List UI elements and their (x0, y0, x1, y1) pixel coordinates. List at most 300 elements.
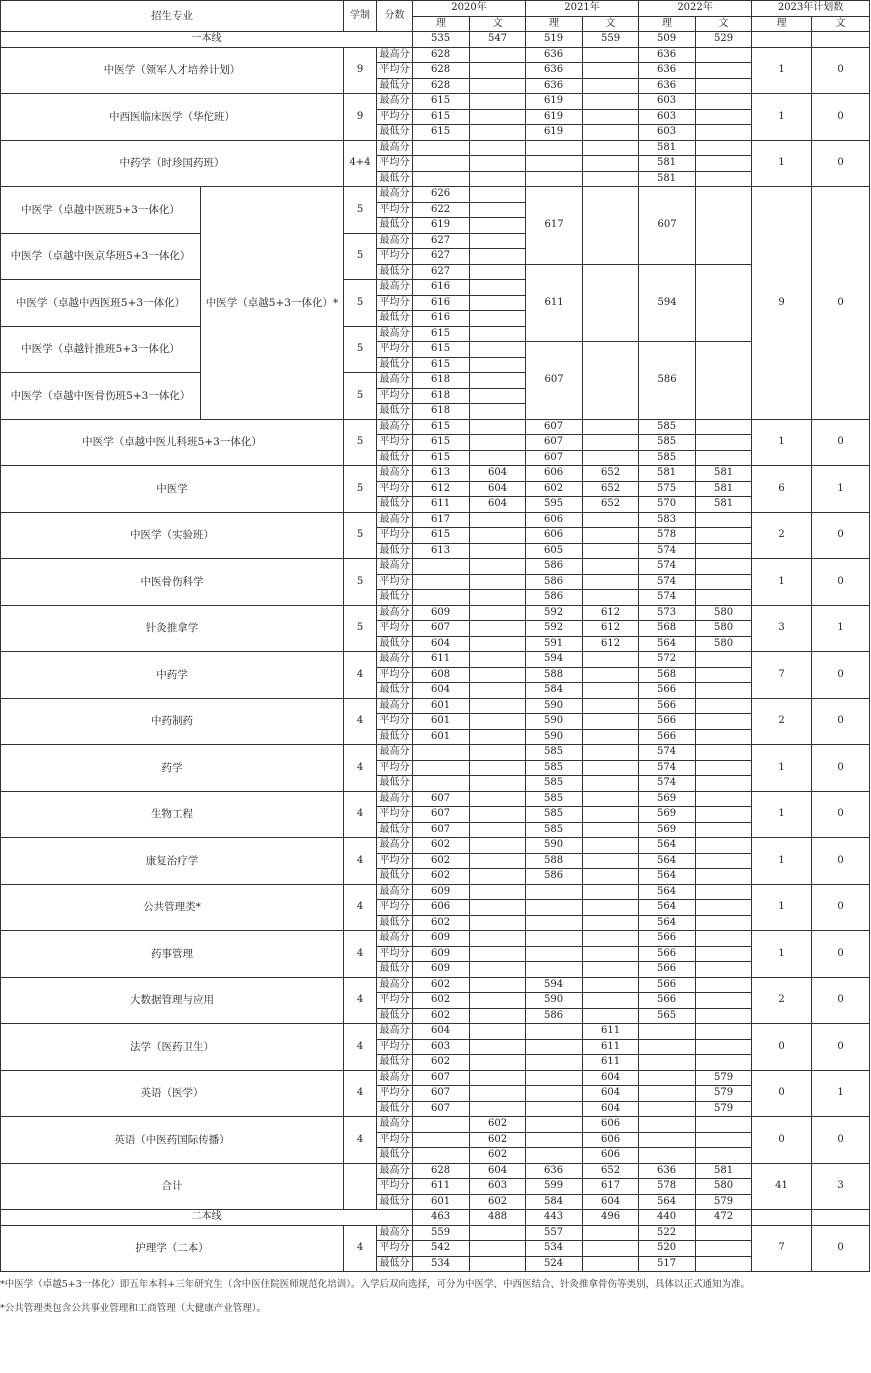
score-sci: 534 (526, 1241, 583, 1257)
major-years: 5 (344, 419, 377, 466)
score-sci: 590 (526, 993, 583, 1009)
score-arts (470, 94, 526, 110)
score-arts (470, 512, 526, 528)
stat-label: 平均分 (377, 1241, 413, 1257)
stat-label: 最低分 (377, 357, 413, 373)
score-arts (470, 218, 526, 234)
score-arts: 580 (696, 636, 752, 652)
score-arts (696, 683, 752, 699)
score-sci: 590 (526, 838, 583, 854)
stat-label: 最低分 (377, 729, 413, 745)
plan-arts: 0 (812, 791, 870, 838)
score-sci: 574 (639, 574, 696, 590)
score-sci: 616 (413, 311, 470, 327)
stat-label: 最高分 (377, 884, 413, 900)
major-years: 5 (344, 466, 377, 513)
score-arts (470, 745, 526, 761)
score-sci: 570 (639, 497, 696, 513)
major-years: 4 (344, 1117, 377, 1164)
score-sci: 568 (639, 667, 696, 683)
cutoff-value: 443 (526, 1210, 583, 1226)
table-row (1, 931, 870, 947)
merged-2021-sci: 617 (526, 187, 583, 265)
plan-arts: 0 (812, 931, 870, 978)
sub-major-years: 5 (344, 187, 377, 234)
score-sci: 574 (639, 776, 696, 792)
stat-label: 最低分 (377, 822, 413, 838)
cutoff-value: 559 (583, 32, 639, 48)
stat-label: 最高分 (377, 605, 413, 621)
plan-arts: 0 (812, 838, 870, 885)
score-sci: 585 (639, 450, 696, 466)
plan-arts: 0 (812, 187, 870, 420)
score-arts (696, 698, 752, 714)
plan-sci: 1 (752, 559, 812, 606)
score-sci: 574 (639, 590, 696, 606)
score-sci: 573 (639, 605, 696, 621)
plan-empty (812, 32, 870, 48)
stat-label: 最低分 (377, 78, 413, 94)
score-arts: 580 (696, 605, 752, 621)
score-sci (526, 915, 583, 931)
plan-arts: 0 (812, 1225, 870, 1272)
score-arts (583, 1008, 639, 1024)
score-sci (526, 1055, 583, 1071)
score-sci: 585 (526, 745, 583, 761)
stat-label: 最高分 (377, 698, 413, 714)
score-arts (470, 78, 526, 94)
score-sci: 522 (639, 1225, 696, 1241)
cutoff-value: 488 (470, 1210, 526, 1226)
major-name: 中医学 (1, 466, 344, 513)
score-sci (413, 1117, 470, 1133)
score-sci: 607 (413, 621, 470, 637)
table-row (1, 187, 870, 203)
score-sci: 574 (639, 559, 696, 575)
stat-label: 平均分 (377, 63, 413, 79)
stat-label: 平均分 (377, 528, 413, 544)
score-sci: 604 (413, 1024, 470, 1040)
stat-label: 最低分 (377, 1055, 413, 1071)
major-years: 4 (344, 838, 377, 885)
merged-2021-arts (583, 264, 639, 342)
score-arts: 606 (583, 1132, 639, 1148)
score-sci: 636 (639, 1163, 696, 1179)
score-arts (583, 450, 639, 466)
score-sci: 584 (526, 683, 583, 699)
table-row (1, 1024, 870, 1040)
stat-label: 最高分 (377, 1117, 413, 1133)
header-score: 分数 (377, 1, 413, 32)
stat-label: 平均分 (377, 853, 413, 869)
cutoff-value: 529 (696, 32, 752, 48)
score-arts (696, 125, 752, 141)
score-arts (470, 528, 526, 544)
score-arts (583, 946, 639, 962)
header-sci: 理 (639, 16, 696, 32)
score-arts: 604 (583, 1086, 639, 1102)
score-sci: 542 (413, 1241, 470, 1257)
score-arts (470, 574, 526, 590)
score-arts (470, 342, 526, 358)
major-name: 中药制药 (1, 698, 344, 745)
stat-label: 最低分 (377, 636, 413, 652)
score-arts (583, 156, 639, 172)
score-arts (583, 559, 639, 575)
sub-major-years: 5 (344, 373, 377, 420)
score-sci: 566 (639, 962, 696, 978)
cutoff-value: 535 (413, 32, 470, 48)
footnote-public-admin: *公共管理类包含公共事业管理和工商管理（大健康产业管理）。 (0, 1303, 267, 1314)
cutoff-value: 496 (583, 1210, 639, 1226)
score-sci: 615 (413, 125, 470, 141)
score-arts (696, 109, 752, 125)
major-name: 合计 (1, 1163, 344, 1210)
score-sci: 566 (639, 946, 696, 962)
stat-label: 最高分 (377, 652, 413, 668)
score-sci: 574 (639, 543, 696, 559)
score-sci: 608 (413, 667, 470, 683)
score-arts: 602 (470, 1117, 526, 1133)
score-sci: 636 (526, 63, 583, 79)
major-name: 法学（医药卫生） (1, 1024, 344, 1071)
score-arts (696, 884, 752, 900)
score-sci: 586 (526, 559, 583, 575)
score-sci: 602 (413, 1055, 470, 1071)
score-arts: 581 (696, 497, 752, 513)
score-arts (470, 1070, 526, 1086)
score-sci: 592 (526, 605, 583, 621)
score-sci: 586 (526, 574, 583, 590)
score-sci (639, 1117, 696, 1133)
score-sci: 616 (413, 295, 470, 311)
score-sci: 524 (526, 1256, 583, 1272)
score-arts (696, 1225, 752, 1241)
score-arts (470, 404, 526, 420)
header-arts: 文 (470, 16, 526, 32)
plan-arts: 1 (812, 605, 870, 652)
score-sci: 622 (413, 202, 470, 218)
score-arts: 604 (583, 1101, 639, 1117)
score-arts (470, 202, 526, 218)
score-arts (583, 853, 639, 869)
score-sci (639, 1055, 696, 1071)
score-arts (696, 714, 752, 730)
score-arts (696, 543, 752, 559)
plan-empty (752, 32, 812, 48)
score-arts (470, 125, 526, 141)
major-name: 中药学 (1, 652, 344, 699)
score-arts (583, 94, 639, 110)
major-years: 4 (344, 977, 377, 1024)
score-sci: 585 (526, 776, 583, 792)
plan-arts: 0 (812, 47, 870, 94)
score-sci: 564 (639, 838, 696, 854)
score-sci: 520 (639, 1241, 696, 1257)
score-arts (470, 388, 526, 404)
score-sci: 619 (526, 94, 583, 110)
major-name: 公共管理类* (1, 884, 344, 931)
plan-sci: 2 (752, 698, 812, 745)
score-arts (583, 900, 639, 916)
score-arts: 612 (583, 621, 639, 637)
score-sci: 585 (639, 419, 696, 435)
stat-label: 平均分 (377, 249, 413, 265)
group-major-name: 中医学（卓越5+3一体化）* (201, 187, 344, 420)
score-arts (696, 1039, 752, 1055)
stat-label: 最低分 (377, 590, 413, 606)
score-sci: 603 (639, 94, 696, 110)
stat-label: 最低分 (377, 218, 413, 234)
merged-2022-arts (696, 342, 752, 420)
score-arts (470, 187, 526, 203)
major-name: 大数据管理与应用 (1, 977, 344, 1024)
score-sci: 584 (526, 1194, 583, 1210)
score-arts (583, 78, 639, 94)
score-sci: 564 (639, 884, 696, 900)
score-sci: 569 (639, 822, 696, 838)
score-arts (696, 977, 752, 993)
merged-2021-arts (583, 342, 639, 420)
score-sci: 603 (639, 125, 696, 141)
score-arts (470, 838, 526, 854)
plan-arts: 0 (812, 1024, 870, 1071)
score-sci: 612 (413, 481, 470, 497)
score-sci (639, 1132, 696, 1148)
plan-arts: 0 (812, 1117, 870, 1164)
score-sci (413, 574, 470, 590)
score-arts (696, 993, 752, 1009)
score-arts (696, 559, 752, 575)
score-arts (696, 915, 752, 931)
score-arts (583, 171, 639, 187)
stat-label: 最高分 (377, 140, 413, 156)
score-arts (583, 915, 639, 931)
score-sci: 599 (526, 1179, 583, 1195)
score-sci (526, 171, 583, 187)
plan-arts: 0 (812, 94, 870, 141)
score-sci (526, 900, 583, 916)
score-sci: 564 (639, 853, 696, 869)
score-arts (583, 884, 639, 900)
stat-label: 最高分 (377, 280, 413, 296)
score-sci (526, 1070, 583, 1086)
major-years: 5 (344, 512, 377, 559)
score-sci: 568 (639, 621, 696, 637)
score-arts (696, 78, 752, 94)
stat-label: 平均分 (377, 156, 413, 172)
score-sci: 607 (413, 807, 470, 823)
stat-label: 最低分 (377, 1148, 413, 1164)
score-sci (526, 931, 583, 947)
score-arts (583, 931, 639, 947)
score-sci: 626 (413, 187, 470, 203)
cutoff-value: 472 (696, 1210, 752, 1226)
score-sci: 566 (639, 931, 696, 947)
score-arts (583, 698, 639, 714)
score-arts (583, 1225, 639, 1241)
table-row (1, 466, 870, 482)
major-name: 中西医临床医学（华佗班） (1, 94, 344, 141)
stat-label: 最低分 (377, 1256, 413, 1272)
score-sci: 615 (413, 357, 470, 373)
stat-label: 平均分 (377, 342, 413, 358)
score-arts: 612 (583, 605, 639, 621)
plan-sci: 2 (752, 512, 812, 559)
stat-label: 平均分 (377, 1132, 413, 1148)
score-sci: 619 (413, 218, 470, 234)
header-arts: 文 (812, 16, 870, 32)
score-arts: 604 (583, 1070, 639, 1086)
score-sci: 565 (639, 1008, 696, 1024)
score-arts: 602 (470, 1132, 526, 1148)
header-2020: 2020年 (413, 1, 526, 17)
score-arts (583, 1241, 639, 1257)
table-row (1, 419, 870, 435)
plan-sci: 1 (752, 140, 812, 187)
table-row (1, 977, 870, 993)
score-sci: 575 (639, 481, 696, 497)
stat-label: 最高分 (377, 187, 413, 203)
score-arts (583, 419, 639, 435)
stat-label: 最高分 (377, 838, 413, 854)
score-arts (470, 373, 526, 389)
stat-label: 平均分 (377, 621, 413, 637)
score-sci: 601 (413, 1194, 470, 1210)
header-2022: 2022年 (639, 1, 752, 17)
score-sci: 628 (413, 47, 470, 63)
stat-label: 平均分 (377, 202, 413, 218)
score-sci: 615 (413, 109, 470, 125)
major-years: 9 (344, 94, 377, 141)
plan-arts: 1 (812, 466, 870, 513)
stat-label: 最高分 (377, 419, 413, 435)
score-sci: 619 (526, 109, 583, 125)
score-sci (526, 1117, 583, 1133)
score-arts (583, 543, 639, 559)
plan-sci: 9 (752, 187, 812, 420)
stat-label: 平均分 (377, 574, 413, 590)
cutoff-value: 519 (526, 32, 583, 48)
major-years: 4 (344, 698, 377, 745)
score-sci: 636 (526, 1163, 583, 1179)
cutoff-value: 509 (639, 32, 696, 48)
score-arts (470, 1055, 526, 1071)
score-arts (470, 869, 526, 885)
plan-sci: 1 (752, 931, 812, 978)
stat-label: 最低分 (377, 171, 413, 187)
score-arts: 604 (470, 1163, 526, 1179)
score-sci: 602 (413, 1008, 470, 1024)
major-name: 中医学（卓越中医儿科班5+3一体化） (1, 419, 344, 466)
score-sci: 618 (413, 404, 470, 420)
score-sci: 566 (639, 977, 696, 993)
sub-major-years: 5 (344, 326, 377, 373)
score-arts (696, 1024, 752, 1040)
table-row (1, 652, 870, 668)
major-years: 4 (344, 884, 377, 931)
stat-label: 最高分 (377, 745, 413, 761)
score-sci: 583 (639, 512, 696, 528)
stat-label: 平均分 (377, 900, 413, 916)
score-sci: 609 (413, 962, 470, 978)
plan-sci: 0 (752, 1024, 812, 1071)
plan-sci: 1 (752, 838, 812, 885)
score-sci: 585 (526, 822, 583, 838)
score-arts (696, 745, 752, 761)
score-sci: 602 (413, 993, 470, 1009)
score-arts (470, 822, 526, 838)
score-arts (470, 853, 526, 869)
score-arts (696, 512, 752, 528)
score-sci: 606 (526, 512, 583, 528)
score-arts (696, 853, 752, 869)
table-row (1, 838, 870, 854)
score-arts: 603 (470, 1179, 526, 1195)
score-arts: 604 (470, 497, 526, 513)
score-arts (696, 528, 752, 544)
score-arts (583, 977, 639, 993)
plan-sci: 3 (752, 605, 812, 652)
score-arts (583, 729, 639, 745)
stat-label: 平均分 (377, 295, 413, 311)
table-row (1, 884, 870, 900)
score-sci: 619 (526, 125, 583, 141)
merged-2022-sci: 607 (639, 187, 696, 265)
score-sci: 636 (526, 47, 583, 63)
score-arts (696, 94, 752, 110)
score-sci: 617 (413, 512, 470, 528)
score-arts (583, 807, 639, 823)
score-arts (470, 698, 526, 714)
score-sci: 572 (639, 652, 696, 668)
stat-label: 最低分 (377, 497, 413, 513)
stat-label: 最低分 (377, 450, 413, 466)
sub-major-name: 中医学（卓越中医骨伤班5+3一体化） (1, 373, 201, 420)
stat-label: 最高分 (377, 977, 413, 993)
score-sci: 615 (413, 326, 470, 342)
score-sci (639, 1086, 696, 1102)
score-arts (696, 900, 752, 916)
score-arts (696, 838, 752, 854)
score-arts (696, 869, 752, 885)
major-name: 药学 (1, 745, 344, 792)
score-arts (583, 667, 639, 683)
score-arts (470, 776, 526, 792)
score-sci (526, 1039, 583, 1055)
score-sci: 564 (639, 869, 696, 885)
header-2021: 2021年 (526, 1, 639, 17)
merged-2021-arts (583, 187, 639, 265)
score-arts (696, 1008, 752, 1024)
stat-label: 最高分 (377, 233, 413, 249)
plan-arts: 0 (812, 140, 870, 187)
score-arts (696, 652, 752, 668)
score-arts (696, 822, 752, 838)
score-arts (696, 590, 752, 606)
score-sci: 564 (639, 900, 696, 916)
score-arts (470, 63, 526, 79)
stat-label: 最高分 (377, 1070, 413, 1086)
stat-label: 最低分 (377, 311, 413, 327)
score-sci (526, 1148, 583, 1164)
score-arts (696, 791, 752, 807)
score-arts: 579 (696, 1194, 752, 1210)
table-row (1, 605, 870, 621)
sub-major-name: 中医学（卓越针推班5+3一体化） (1, 326, 201, 373)
score-arts (696, 156, 752, 172)
score-sci: 569 (639, 807, 696, 823)
